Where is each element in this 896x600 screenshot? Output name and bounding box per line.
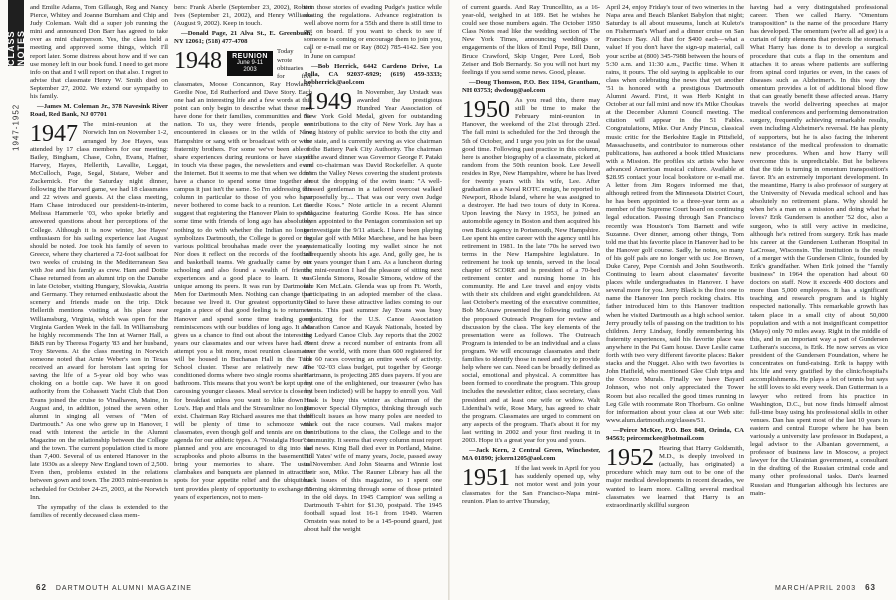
paragraph: Hearing that Harry Goldsmith, M.D., is deeply involved in (actually, has originated) a procedure which may turn out to be one of the major medical developments in recent decades, we wanted to learn more. Calling several medical classmates we learned that Harry is an extraordinarily skillful surgeon <box>606 445 744 509</box>
reunion-dates: June 9-11 <box>236 60 264 67</box>
paragraph: and Emilie Adams, Tom Gillaugh, Reg and Nancy Pierce, Whitey and Joanne Burnham and Chip and Judy Coleman. Walt did a super job running the mini and announced Don Barr has agreed to take over as mini chairperson. Yes, the class held a meeting and approved some things, which I'll report later. Some distress about how and if we can use money left in our book fund. I need to get more info on that and I will report on that also. I regret to advise that classmate Henry W. Smith died on September 27, 2002. We extend our sympathy to his family. <box>30 4 168 101</box>
column-2 <box>174 4 312 570</box>
page-gutter <box>448 0 450 600</box>
paragraph: The mini-reunion at the Norwich Inn on November 1-2, arranged by Joe Hayes, was attended by 17 class members for our meeting: Bailey, Bingham, Chase, Cohn, Evans, Hafner, Harvey, Hayes, Hellerith, Lavallie, Leggat, McCulloch, Page, Segal, Sistare, Weber and Zuckernick. For the Saturday night dinner, following the Harvard game, we had 18 classmates and 22 wives and guests. At the class meeting, Ham Chase introduced our president-in-interim, Melissa Hammerle '03, who spoke briefly and answered questions about her perceptions of the College. Although it is now winter, Joe Hayes' enthusiasm for his sailing experience last August should be noted. Joe took his family of seven to Greece, where they chartered a 72-foot sailboat for two weeks of cruising in the Mediterranean Sea with Joe and his family as crew. Ham and Dottie Chase returned from an alumni trip on the Danube in late October, visiting Hungary, Slovakia, Austria and Germany. They returned enthusiastic about the scenery and friends made on the trip. Dick Hellerith mentions visiting at his place near Williamsburg, Virginia, which was open for the Virginia Garden Week in the fall. In Williamsburg he highly recommends The Inn at Warner Hall, a B&B run by Theresa Fogarty '83 and her husband, Troy Stevens. At the class meeting in Norwich someone noted that Arnie Weber's son in Texas received an award for heroism last spring for saving the life of a 5-year old boy who was choking on a bottle cap. We have it on good authority from the Cohassett Yacht Club that Don Evans joined the cruise to Vinalhaven, Maine, in August and, in addition, joined the seven other alumni in singing all verses of "Men of Dartmouth." As one who grew up in Hanover, I read with interest the article in the Alumni Magazine on the relationship between the College and the town. The current population cited is more than 7,400. Several of us entered Hanover in the late 1930s as a sleepy New England town of 2,500. Even then, problems existed in the relations between gown and town. The 2003 mini-reunion is scheduled for October 24-25, 2003, at the Norwich Inn. <box>30 121 168 501</box>
paragraph: of current guards. And Ray Truncellito, as a 16-year-old, weighed in at 189. Bet he wishes he could see those numbers again. The October 1950 Class Notes read like the wedding section of The New York Times, announcing weddings or engagements of the likes of Emil Pope, Bill Dunn, Bruce Crawford, Skip Unger, Pere Lord, Bob Zeiser and Bob Bernardy. So you will not hurt my feelings if you send some news. Good, please. <box>462 4 600 76</box>
paragraph: As you read this, there may still be time to make the February mini-reunion in Hanover, the weekend of the 21st through 23rd. The fall mini is scheduled for the 3rd through the 5th of October, and I urge you join us for the usual good time. Following past practice in this column, here is another biography of a classmate, picked at random from the 50th reunion book. Lee Jewell resides in Rye, New Hampshire, where he has lived for twenty years with his wife, Lee. After graduation as a Naval ROTC ensign, he reported to Newport, Rhode Island, where he was assigned to a destroyer. He had two tours of duty in Korea. Upon leaving the Navy in 1953, he joined an automobile agency in Boston and then acquired his own Buick agency in Portsmouth, New Hampshire. Lee spent his entire career with the agency until his retirement in 1981. In the late '70s he served two terms in the New Hampshire legislature. In retirement he took up tennis, served in the local chapter of SCORE and is president of a 70-bed retirement center and nursing home in his community. He and Lee travel and enjoy visits with their six children and eight grandchildren. At last October's meeting of the executive committee, Bob McAnaw presented the following outline of the proposed Outreach Program for review and discussion by the class. The key elements of the presentation were as follows. The Outreach Program is intended to be an individual and a class program. We will encourage classmates and their families to identify those in need and try to provide help where we can. Need can be broadly defined as social, emotional and physical. A committee has been formed to coordinate the program. This group includes the newsletter editor, class secretary, class president and at least one wife or widow. Walt Lidenthal's wife, Rose Mary, has agreed to chair the program. Classmates are urged to comment on any aspects of the program. That's about it for my last writing in 2002 and your first reading it in 2003. Hope it's a great year for you and yours. <box>462 97 600 444</box>
page-number: 63 <box>865 583 876 592</box>
paragraph: In November, Jay Urstadt was awarded the prestigious Hundred Year Association of New York Gold Medal, given for outstanding contributions to the city of New York. Jay has a long history of public service to both the city and the state, and is currently serving as vice chairman of the Battery Park City Authority. The chairman of the award dinner was Governor George F. Pataki and co-chairman was David Rockefeller. A quote from the Valley News covering the student protests about the dropping of the swim team: "A well-dressed gentleman in a tailored overcoat walked purposefully by.... That was our very own Judge Gordie Koss." Note article in a recent Alumni Magazine featuring Gordie Koss. He has since been appointed to the Pentagon commission set up to investigate the 9/11 attack. I have been playing regular golf with Mike Marchese, and he has been systematically looting my wallet since he not infrequently shoots his age. And, golly gee, he is six years younger than I am. As a luncheon during the mini-reunion I had the pleasure of sitting next to Glenda Simons, Rosalie Simons, widow of the late Ken McLain. Glenda was up from Ft. Worth, participating in an adopted member of the class. Glad to have these attractive ladies coming to our events. This past summer Jay Evans was busy organizing for the U.S. Canoe Association Marathon Canoe and Kayak Nationals, hosted by the Ledyard Canoe Club. Jay reports that the 2002 event drew a record number of entrants from all over the world, with more than 600 registered for the 60 races covering an entire week of activity. The '02-'03 class budget, put together by George Hartmann, is projecting 285 dues payers. If you are not one of the enlightened, our treasurer (who has not been indicted) will be happy to enroll you. Vail Haak is busy this winter as chairman of the Hanover Special Olympics, thinking through such difficult issues as how many poles are needed to mark out the race courses. Vail makes major contributions to the class, the College and to the community. It seems that every column must report sad news. King Ball died ever in Portland, Maine. Bill Yates' wife of many years, Jocie, passed away in November. And John Stearns and Winnie lost their son, Mike. The Rauner Library has all the back issues of this magazine, so I spent one morning skimming through some of those printed in the old days. In 1945 Campion' was selling a Dartmouth T-shirt for $1.30, postpaid. The 1945 football squad lost 16-1 from 1949. Warren Ornstein was noted to be a 145-pound guard, just about half the weight <box>304 88 442 533</box>
signature: —Doug Thomson, P.O. Box 1194, Grantham, NH 03753; dwdoug@aol.com <box>462 78 600 94</box>
reunion-year: 2003 <box>243 67 257 74</box>
magazine-title: DARTMOUTH ALUMNI MAGAZINE <box>55 585 192 592</box>
signature: —Jack Kern, 2 Central Green, Winchester, MA 01890; jckern1205@aol.com <box>462 447 600 463</box>
column-1 <box>30 4 168 570</box>
column-5 <box>606 4 744 570</box>
class-year-heading: 1952 <box>606 445 654 472</box>
class-year-heading: 1951 <box>462 465 510 492</box>
column-6 <box>750 4 888 570</box>
column-4 <box>462 4 600 570</box>
signature: —Peirce McKee, P.O. Box 848, Orinda, CA 94563; peircemckee@hotmail.com <box>606 426 744 442</box>
class-year-heading: 1947 <box>30 121 78 148</box>
class-year-heading: 1948 <box>174 48 222 75</box>
paragraph: The sympathy of the class is extended to the families of recently deceased class mem- <box>30 503 168 519</box>
reunion-title: REUNION <box>232 53 268 61</box>
signature: —Donald Page, 21 Alva St., E. Greenbush, NY 12061; (518) 477-4708 <box>174 30 312 46</box>
page-number: 62 <box>36 583 47 592</box>
left-page-footer <box>30 583 192 592</box>
signature: —Bob Herrick, 6442 Cardeno Drive, La Jolla, CA 92037-6929; (619) 459-3333; bobherrick@aol.com <box>304 62 442 86</box>
class-year-heading: 1949 <box>304 88 352 115</box>
paragraph: April 24, enjoy Friday's tour of two wineries in the Napa area and Beach Blanket Babylon that night; Saturday is all about museums, lunch at Kuleto's on Fisherman's Wharf and a dinner cruise on San Francisco Bay. All that for $400 each—what a value! If you don't have the sign-up material, call your scribe at (800) 345-7988 between the hours of 5:30 a.m. and 11:30 a.m., Pacific time. When it rains, it pours. The old saying is applicable to our class when celebrating the news that yet another '51 is honored with a prestigious Dartmouth Alumni Award. First, it was Herb Knight in October at our fall mini and now it's Mike Choukas at the December Alumni Council meeting. The citation will appear in the 51 Fables. Congratulations, Mike. Our Andy Pincus, classical music critic for the Berkshire Eagle in Pittsfield, Massachusetts, and contributor to numerous other publications, has authored a book titled Musicians with a Mission. He profiles six artists who have advanced American musical culture. Available at $28.95 contact your local bookstore or e-mail me. A letter from Jim Rogers informed me that, although retired from the Minnesota District Court, he has been appointed to a three-year term as a member of the Supreme Court board on continuing legal education. Passing through San Francisco recently was Houston's Tom Barnett and wife Suzanne. Over dinner, among other things, Tom told me that his favorite place in Hanover had to be the Hanover golf course. Sadly, he notes, so many of his golf pals are no longer with us: Joe Brown, Duke Carey, Pepe Cornish and John Southworth. Continuing to learn about classmates' favorite places while undergraduates in Hanover. I have several more for you. Jerry Black is the first one to name the Hanover Inn porch rocking chairs. His father introduced him to this Hanover tradition when he visited Dartmouth as a high school senior. Jerry proudly tells of passing on the tradition to his children. Jerry Lindsay, fondly remembering his fraternity experiences, said his favorite place was anywhere in the Psi Gam house. Dave Leslie came forth with two very different favorite places: Baker stacks and the Nugget. Also with two favorites is John Hatfield, who mentioned Glee Club trips and the Orozco Murals. Finally we have Bayard Johnson, who not only appreciated the Tower Room but also recalled the good times running in Leg Gile with roommate Ron Thorburn. Go online for information about your class at our Web site: www.alum.dartmouth.org/classes/51. <box>606 4 744 424</box>
section-tab: CLASS NOTES <box>8 0 24 66</box>
paragraph: having had a very distinguished professional career. Then we called Harry. "Omentum transposition" is the name of the procedure Harry has developed. The omentum (we're all ad gee) is a curtain of fatty elements that protects the stomach. What Harry has done is to develop a surgical procedure that cuts a flap in the omentum and attaches it to areas where patients are suffering from spinal cord injuries or even, in the cases of diseases such as Alzheimer's. In this way the omentum provides a lot of additional blood flow that can greatly benefit these affected areas. Harry travels the world delivering speeches at major medical conferences and performing demonstration surgery, frequently achieving remarkable results, even including Alzheimer's reversal. He has plenty of supporters, but he is also facing the inherent resistance of the medical profession to dramatic new procedures. When and how Harry will overcome this is unpredictable. But he believes that the tide is turning in omentum transposition's favor. It's an extremely important development. In the meantime, Harry is also professor of surgery at the University of Nevada medical school and has absolutely no retirement plans. Why should he when he's a man on a mission and doing what he loves? Erik Gundersen is another '52 doc, also a surgeon, who is still very active in medicine, although he's retired from surgery. Erik has made his career at the Gundersen Lutheran Hospital in LaCrosse, Wisconsin. The institution is the result of a merger with the Gundersen Clinic, founded by Erik's grandfather. When Erik joined the "family business" in 1964 the operation had about 60 doctors on staff. Now it exceeds 400 doctors and more than 5,000 employees. It has a significant teaching and research program and is highly respected nationally. This remarkable growth has taken place in a small city of about 50,000 population and with a not insignificant competitor (Mayo) only 70 miles away. Right in the middle of this, and in an important way a part of Gundersen Lutheran's success, is Erik. He now serves as vice president of the Gundersen Foundation, where he concentrates on fund-raising. Erik is happy with his life and very gratified by the clinic/hospital's accomplishments. He plays a lot of tennis but says he still loves to ski every week. Dan Gutterman is a lawyer who retired from his practice in Washington, D.C., but now finds himself almost full-time busy using his professional skills in other venues. Dan has spent most of the last 10 years in eastern and central Europe where he has been variously a university law professor in Budapest, a legal advisor to the Albanian government, a professor of business law in Moscow, a project lawyer for the Ukrainian government, a consultant in the drafting of the Russian criminal code and many other professional tasks. Dan's learned Russian and Hungarian although his lectures are main- <box>750 4 888 497</box>
paragraph: bers: Frank Aberle (September 23, 2002), Robert Ives (September 21, 2002), and Henry Williams (August 9, 2002). Keep in touch. <box>174 4 312 28</box>
paragraph: If the last week in April for you has suddenly opened up, why not motor west and join your classmates for the San Francisco-Napa mini-reunion. Plan to arrive Thursday, <box>462 465 600 505</box>
year-range-label: 1947-1952 <box>11 103 21 151</box>
paragraph: Today I wrote obituaries for five classmates, Moose Concannon, Ray Howland, Gordie Noe, Ed Rutherford and Dave Story. Each one had an interesting life and a few words at this point can only begin to describe what these men have done for their families, communities and the nation. To us, they were friends, people we encountered in classes or in the wilds of New Hampshire or sang with or broadcast with or were fraternity brothers. For some we've been able to share experiences during reunions or have stayed in touch via these pages, the newsletters and even the Internet. But it seems to me that when we don't have a chance to spend some time together on campus it just isn't the same. So I'm addressing this column in particular to those of you who have never bothered to come back to a reunion. Let me suggest that registering the Hanover Plain to spend some time with friends of long ago has absolutely nothing to do with whether the Indian no longer symbolizes Dartmouth, the College is gored or the various political brouhahas made over the years. Nor does it reflect on the records of the football and basketball teams. We gradually came by our schooling and also found a wealth of friends, experiences and a good place to learn. It was unique among its peers. It was run by Dartmouth Men for Dartmouth Men. Nothing can change that because we lived it. Our greatest opportunity to regain a piece of that good feeling is to return to Hanover and spend some time trading good reminiscences with our buddies of long ago. It also gives us a chance to find out about the interesting years our classmates and our wives have had. To attempt you a bit more, most reunion classmates will be housed in Buchanan Hall in the Tuck School cluster. These are relatively new air-conditioned dorms where two single rooms share a bathroom. This means that you won't be kept up by carousing younger classes. Meal service is close by for breakfast unless you want to hike down to Lou's. Hap and Hals and the Streamliner no longer exist. Chairman Ray Richard assures me that there will be plenty of time to schmooze with classmates, even though golf and tennis are on the agenda for our athletic types. A "Nostalgia Hour" is planned and you are encouraged to dig into the scrapbooks and photo albums in the basement to bring your memories to share. The usual clambakes and banquets are planned in attractive spots for your appetite relief and the ubiquitous tent provides plenty of opportunity to exchange 55 years of experiences, not to men- <box>174 48 312 501</box>
reunion-badge <box>227 51 273 76</box>
class-year-heading: 1950 <box>462 97 510 124</box>
right-page-footer <box>775 583 882 592</box>
signature: —James M. Coleman Jr., 378 Navesink River Road, Red Bank, NJ 07701 <box>30 103 168 119</box>
paragraph: tion those stories of evading Pudge's justice while skating the regulations. Advance registration is well above norm for a 55th and there is still time to get on board. If you want to check to see if someone is coming or encourage them to join you, call or e-mail me or Ray (802) 785-4142. See you in June on campus! <box>304 4 442 60</box>
column-3 <box>304 4 442 570</box>
issue-date: MARCH/APRIL 2003 <box>775 585 857 592</box>
